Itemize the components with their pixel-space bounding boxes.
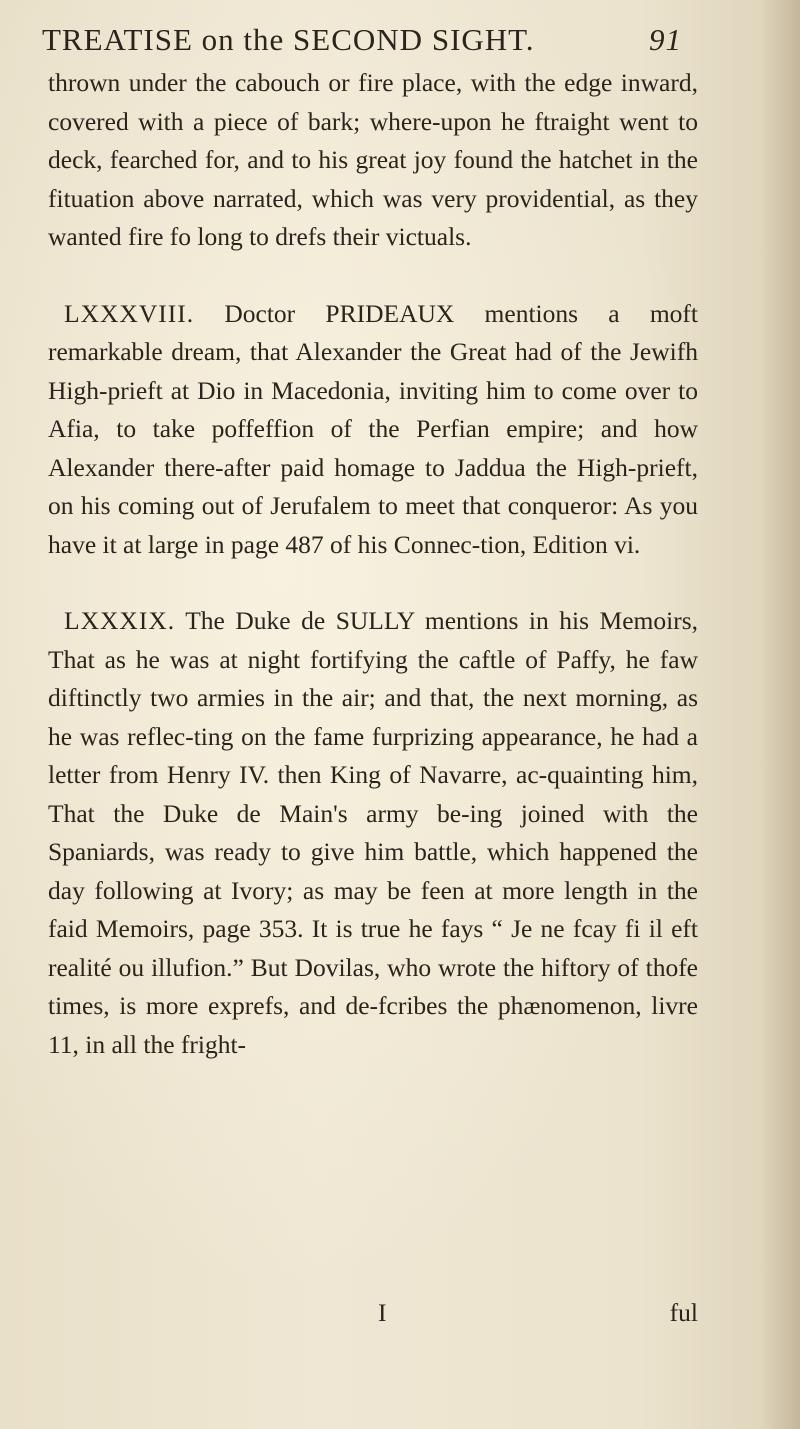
page-edge-shadow bbox=[760, 0, 800, 1429]
paragraph-continuation bbox=[48, 64, 698, 257]
page-footer bbox=[48, 1298, 698, 1338]
paragraph-number: LXXXIX. bbox=[64, 606, 176, 635]
paragraph-text: thrown under the cabouch or fire place, with the edge inward, covered with a piece of bark; where-upon he ftraight went to deck, fearched for, and to his great joy found the hatchet in the fituation above narrated, which was very providential, as they wanted fire fo long to drefs their victuals. bbox=[48, 68, 698, 251]
paragraph-text: The Duke de SULLY mentions in his Memoirs, That as he was at night fortifying the caftle of Paffy, he faw diftinctly two armies in the air; and that, the next morning, as he was reflec-ting on the fame furprizing appearance, he had a letter from Henry IV. then King of Navarre, ac-quainting him, That the Duke de Main's army be-ing joined with the Spaniards, was ready to give him battle, which happened the day following at Ivory; as may be feen at more length in the faid Memoirs, page 353. It is true he fays “ Je ne fcay fi il eft realité ou illufion.” But Dovilas, who wrote the hiftory of thofe times, is more exprefs, and de-fcribes the phænomenon, livre 11, in all the fright- bbox=[48, 606, 699, 1059]
running-head bbox=[42, 22, 682, 66]
paragraph-number: LXXXVIII. bbox=[64, 298, 195, 328]
signature-mark: I bbox=[378, 1298, 387, 1327]
paragraph-lxxxix bbox=[48, 602, 698, 1064]
page-number: 91 bbox=[649, 22, 682, 57]
body-text bbox=[48, 64, 698, 1064]
catchword: ful bbox=[669, 1298, 698, 1327]
running-title: TREATISE on the SECOND SIGHT. bbox=[42, 22, 535, 57]
paragraph-text: Doctor PRIDEAUX mentions a moft remarkable dream, that Alexander the Great had of the Jewifh High-prieft at Dio in Macedonia, inviting him to come over to Afia, to take poffeffion of the Perfian empire; and how Alexander there-after paid homage to Jaddua the High-prieft, on his coming out of Jerufalem to meet that conqueror: As you have it at large in page 487 of his Connec-tion, Edition vi. bbox=[48, 298, 698, 559]
paragraph-lxxxviii bbox=[48, 295, 698, 565]
